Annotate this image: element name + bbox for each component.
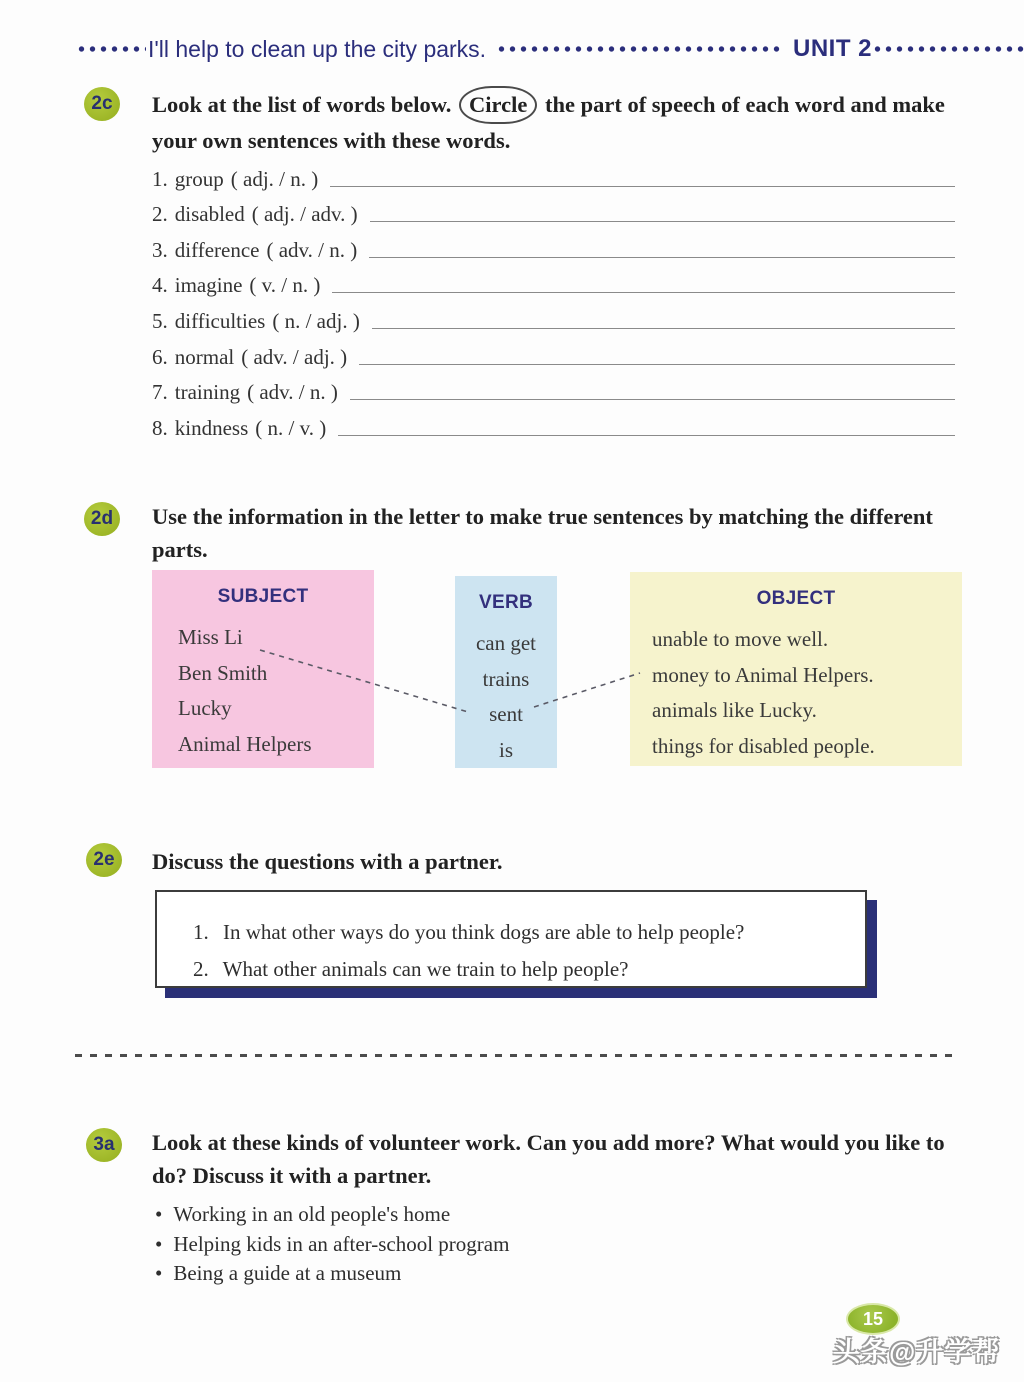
subject-item: Miss Li: [178, 625, 243, 649]
object-item: animals like Lucky.: [652, 698, 817, 722]
section-3a-instruction: Look at these kinds of volunteer work. Can you add more? What would you like to do? Discuss it with a partner.: [152, 1130, 945, 1188]
answer-blank: [370, 220, 955, 222]
answer-blank: [330, 185, 955, 187]
section-2e-instruction: Discuss the questions with a partner.: [152, 849, 503, 874]
subject-item: Lucky: [178, 696, 232, 720]
question-text: What other animals can we train to help people?: [222, 957, 629, 981]
word-number: 6.: [152, 344, 168, 369]
verb-item: sent: [489, 702, 523, 726]
discussion-question: [193, 951, 865, 988]
word-pos-options: ( adj. / n. ): [230, 166, 319, 191]
word-number: 1.: [152, 166, 168, 191]
volunteer-work-text: Being a guide at a museum: [173, 1261, 402, 1285]
discussion-question-box: [155, 890, 867, 988]
volunteer-work-item: [155, 1259, 855, 1289]
word-number: 5.: [152, 308, 168, 333]
word-item: [152, 334, 955, 370]
word-pos-options: ( n. / v. ): [255, 415, 327, 440]
subject-column: [152, 570, 374, 768]
answer-blank: [332, 291, 955, 293]
word-text: imagine: [174, 273, 243, 298]
instruction-text-post: the part of speech of each word and make your own sentences with these words.: [152, 92, 945, 153]
section-badge-2c: 2c: [84, 87, 120, 121]
page-number-badge: 15: [846, 1303, 900, 1335]
word-text: normal: [174, 344, 235, 369]
word-number: 7.: [152, 380, 168, 405]
instruction-text-pre: Look at the list of words below.: [152, 92, 452, 117]
answer-blank: [372, 327, 955, 329]
word-pos-options: ( v. / n. ): [249, 273, 321, 298]
volunteer-work-text: Helping kids in an after-school program: [173, 1231, 510, 1256]
word-pos-options: ( adv. / n. ): [247, 380, 338, 405]
word-number: 2.: [152, 202, 168, 227]
subject-item: Animal Helpers: [178, 731, 312, 756]
question-number: 2.: [193, 957, 209, 981]
section-2c-instruction: [152, 86, 964, 157]
word-pos-options: ( adv. / n. ): [266, 237, 358, 262]
section-badge-2e: 2e: [86, 843, 122, 877]
word-item: [152, 298, 955, 334]
verb-item: can get: [475, 631, 537, 655]
object-column: [630, 572, 962, 766]
verb-column-header: VERB: [479, 592, 533, 613]
volunteer-work-list: [155, 1200, 855, 1289]
volunteer-work-text: Working in an old people's home: [173, 1202, 451, 1226]
word-item: [152, 370, 955, 406]
bullet-icon: •: [155, 1202, 163, 1226]
question-text: In what other ways do you think dogs are able to help people?: [223, 920, 745, 944]
dashed-separator: [75, 1054, 960, 1057]
circled-word: Circle: [459, 86, 537, 124]
volunteer-work-item: [155, 1200, 855, 1230]
volunteer-work-item: [155, 1230, 855, 1260]
answer-blank: [350, 398, 955, 400]
word-pos-options: ( n. / adj. ): [272, 308, 360, 333]
verb-column: [455, 576, 557, 768]
unit-label: UNIT 2: [792, 35, 872, 62]
word-number: 3.: [152, 237, 168, 262]
word-text: group: [174, 166, 224, 191]
word-item: [152, 227, 955, 263]
object-item: money to Animal Helpers.: [652, 662, 874, 687]
section-badge-3a: 3a: [86, 1128, 122, 1162]
header-dots-mid-icon: [496, 45, 783, 53]
answer-blank: [338, 434, 955, 436]
object-column-header: OBJECT: [756, 588, 836, 609]
discussion-question: [193, 914, 865, 951]
object-item: unable to move well.: [652, 627, 829, 651]
word-item: [152, 156, 955, 192]
word-pos-options: ( adj. / adv. ): [251, 202, 358, 227]
verb-item: is: [498, 737, 513, 762]
header-dots-right-icon: [872, 45, 1024, 53]
word-item: [152, 405, 955, 441]
unit-topic-title: I'll help to clean up the city parks.: [148, 35, 487, 62]
bullet-icon: •: [155, 1231, 163, 1256]
bullet-icon: •: [155, 1261, 163, 1285]
answer-blank: [369, 256, 955, 258]
verb-item: trains: [482, 666, 530, 691]
question-number: 1.: [193, 920, 209, 944]
word-number: 4.: [152, 273, 168, 298]
word-text: difficulties: [174, 308, 266, 333]
page-header: [0, 34, 1024, 64]
section-2d-instruction: Use the information in the letter to make true sentences by matching the different parts.: [152, 504, 933, 562]
section-badge-2d: 2d: [84, 502, 120, 536]
word-item: [152, 192, 955, 228]
subject-item: Ben Smith: [178, 660, 268, 685]
answer-blank: [359, 363, 955, 365]
word-number: 8.: [152, 415, 168, 440]
subject-column-header: SUBJECT: [217, 586, 309, 607]
word-text: difference: [174, 237, 260, 262]
watermark-text: 头条@升学帮: [833, 1337, 1001, 1367]
word-text: kindness: [174, 415, 249, 440]
word-item: [152, 263, 955, 299]
word-pos-options: ( adv. / adj. ): [241, 344, 348, 369]
word-text: training: [174, 380, 241, 405]
object-item: things for disabled people.: [652, 733, 875, 758]
word-list: [152, 156, 955, 441]
word-text: disabled: [174, 202, 245, 227]
header-dots-lead-icon: [76, 45, 146, 53]
